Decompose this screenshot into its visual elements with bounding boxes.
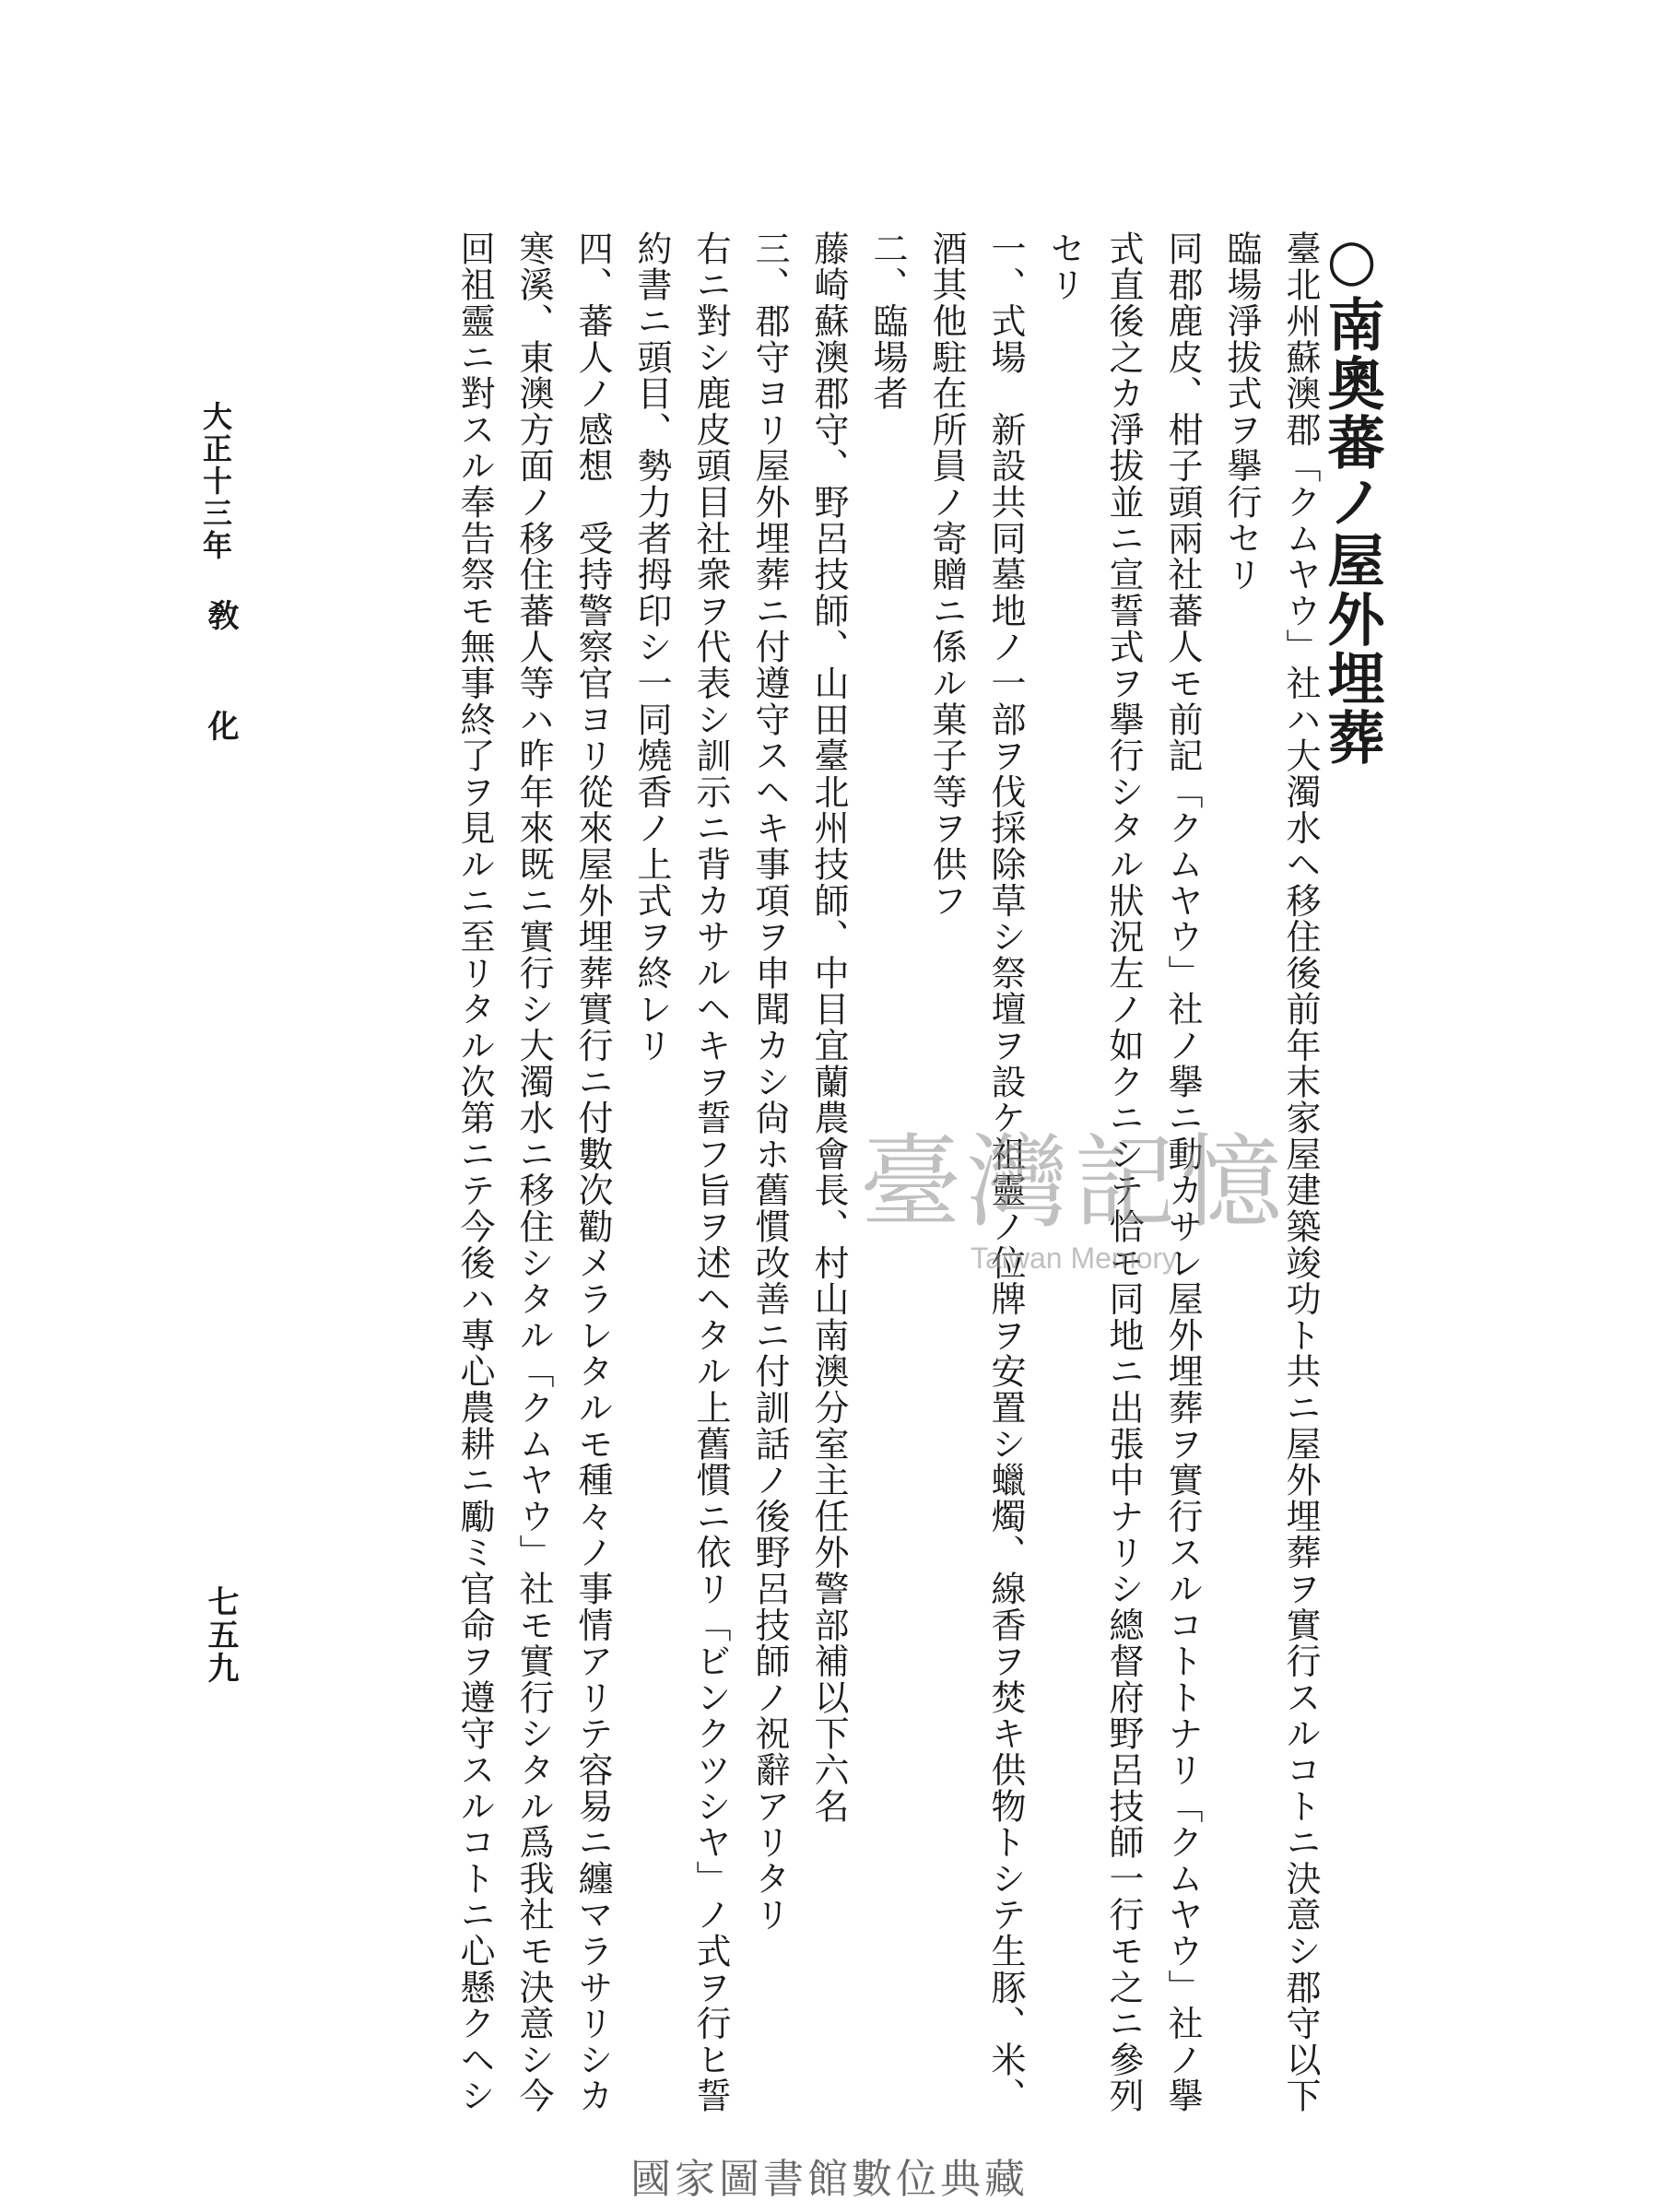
text-column-4: 式直後之カ淨拔並ニ宣誓式ヲ擧行シタル狀況左ノ如クニシテ恰モ同地ニ出張中ナリシ總督府野呂技師一行モ之ニ參列 [1103,230,1144,2114]
text-column-3: 同郡鹿皮、柑子頭兩社蕃人モ前記「クムヤウ」社ノ擧ニ動カサレ屋外埋葬ヲ實行スルコトトナリ「クムヤウ」社ノ擧 [1162,230,1203,2114]
text-column-13: 四、蕃人ノ感想 受持警察官ヨリ從來屋外埋葬實行ニ付數次勸メラレタルモ種々ノ事情アリテ容易ニ纏マラサリシカ [572,230,613,2114]
text-column-2: 臨場淨拔式ヲ擧行セリ [1221,230,1262,593]
text-column-9: 藤崎蘇澳郡守、野呂技師、山田臺北州技師、中目宜蘭農會長、村山南澳分室主任外警部補以下六名 [808,230,849,1825]
watermark-chinese: 臺灣記憶 [860,1124,1288,1241]
text-column-5: セリ [1044,230,1085,303]
library-credit: 國家圖書館數位典藏 [630,2156,1029,2203]
text-column-7: 酒其他駐在所員ノ寄贈ニ係ル菓子等ヲ供フ [926,230,967,919]
text-column-12: 約書ニ頭目、勢力者拇印シ一同燒香ノ上式ヲ終レリ [631,230,672,1064]
page-number: 七五九 [202,1585,239,1685]
running-head-year: 大正十三年 [198,401,233,562]
watermark [834,1101,1313,1275]
text-column-6: 一、式場 新設共同墓地ノ一部ヲ伐採除草シ祭壇ヲ設ケ祖靈ノ位牌ヲ安置シ蠟燭、線香ヲ焚キ供物トシテ生豚、米、 [985,230,1026,2114]
running-head-section-a: 敎 [202,599,239,630]
running-head-section-b: 化 [202,710,239,741]
text-column-15: 回祖靈ニ對スル奉告祭モ無事終了ヲ見ルニ至リタル次第ニテ今後ハ專心農耕ニ勵ミ官命ヲ遵守スルコトニ心懸クヘシ [454,230,495,2114]
watermark-english: Taiwan Memory [970,1241,1178,1275]
text-column-14: 寒溪、東澳方面ノ移住蕃人等ハ昨年來既ニ實行シ大濁水ニ移住シタル「クムヤウ」社モ實行シタル爲我社モ決意シ今 [513,230,554,2114]
text-column-10: 三、郡守ヨリ屋外埋葬ニ付遵守スヘキ事項ヲ申聞カシ尙ホ舊慣改善ニ付訓話ノ後野呂技師ノ祝辭アリタリ [749,230,790,1934]
text-column-8: 二、臨場者 [867,230,908,412]
article-title: ○南奧蕃ノ屋外埋葬 [1318,226,1385,767]
text-column-1: 臺北州蘇澳郡「クムヤウ」社ハ大濁水ヘ移住後前年末家屋建築竣功ト共ニ屋外埋葬ヲ實行スルコトニ決意シ郡守以下 [1280,230,1321,2114]
text-column-11: 右ニ對シ鹿皮頭目社衆ヲ代表シ訓示ニ背カサルヘキヲ誓フ旨ヲ述ヘタル上舊慣ニ依リ「ビンクツシヤ」ノ式ヲ行ヒ誓 [690,230,731,2114]
